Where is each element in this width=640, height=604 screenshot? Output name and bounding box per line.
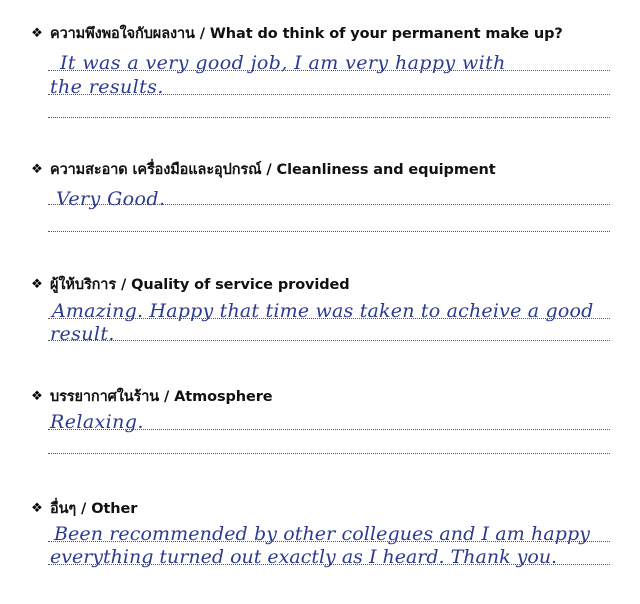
dotted-answer-line bbox=[48, 94, 610, 95]
dotted-answer-line bbox=[48, 541, 610, 542]
handwritten-answer-line: Very Good. bbox=[56, 188, 166, 210]
dotted-answer-line bbox=[48, 453, 610, 454]
dotted-answer-line bbox=[48, 231, 610, 232]
diamond-bullet-icon: ❖ bbox=[31, 388, 43, 404]
dotted-answer-line bbox=[48, 204, 610, 205]
question-label: ผู้ให้บริการ / Quality of service provided bbox=[50, 276, 350, 293]
section-make-up bbox=[30, 22, 610, 122]
handwritten-answer-line: the results. bbox=[50, 76, 164, 98]
section-heading bbox=[30, 497, 137, 519]
section-heading bbox=[30, 385, 273, 407]
diamond-bullet-icon: ❖ bbox=[31, 500, 43, 516]
handwritten-answer-line: result. bbox=[50, 323, 115, 345]
dotted-answer-line bbox=[48, 318, 610, 319]
section-service bbox=[30, 273, 610, 353]
diamond-bullet-icon: ❖ bbox=[31, 161, 43, 177]
section-atmosphere bbox=[30, 385, 610, 465]
handwritten-answer-line: Amazing. Happy that time was taken to acheive a good bbox=[52, 300, 594, 322]
section-heading bbox=[30, 273, 350, 295]
dotted-answer-line bbox=[48, 340, 610, 341]
question-label: บรรยากาศในร้าน / Atmosphere bbox=[50, 388, 273, 405]
dotted-answer-line bbox=[48, 564, 610, 565]
diamond-bullet-icon: ❖ bbox=[31, 25, 43, 41]
handwritten-answer-line: Been recommended by other collegues and I am happy bbox=[54, 523, 591, 545]
dotted-answer-line bbox=[48, 429, 610, 430]
handwritten-answer-line: Relaxing. bbox=[50, 411, 144, 433]
question-label: ความสะอาด เครื่องมือและอุปกรณ์ / Cleanliness and equipment bbox=[50, 161, 496, 178]
dotted-answer-line bbox=[48, 117, 610, 118]
question-label: อื่นๆ / Other bbox=[50, 500, 138, 517]
section-heading bbox=[30, 158, 496, 180]
section-heading bbox=[30, 22, 563, 44]
diamond-bullet-icon: ❖ bbox=[31, 276, 43, 292]
dotted-answer-line bbox=[48, 70, 610, 71]
handwritten-answer-line: everything turned out exactly as I heard. Thank you. bbox=[50, 546, 558, 568]
section-cleanliness bbox=[30, 158, 610, 238]
handwritten-answer-line: It was a very good job, I am very happy with bbox=[60, 52, 506, 74]
question-label: ความพึงพอใจกับผลงาน / What do think of your permanent make up? bbox=[50, 25, 563, 42]
section-other bbox=[30, 497, 610, 597]
